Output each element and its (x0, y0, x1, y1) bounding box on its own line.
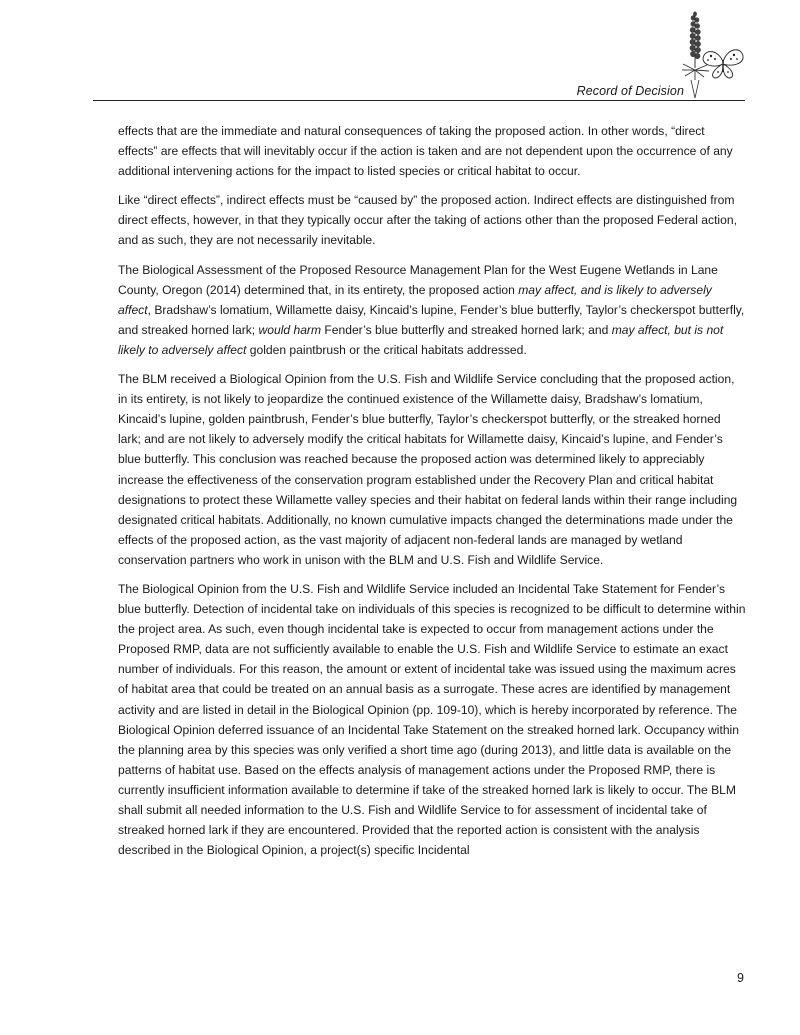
paragraph-text: The Biological Opinion from the U.S. Fish and Wildlife Service included an Incidental Take Statement for Fender’s blue butterfly. Detection of incidental take on individuals of this species is recognized to be difficult to determine within the project area. As such, even though incidental take is expected to occur from management actions under the Proposed RMP, data are not sufficiently available to enable the U.S. Fish and Wildlife Service to estimate an exact number of individuals. For this reason, the amount or extent of incidental take was issued using the maximum acres of habitat area that could be treated on an annual basis as a surrogate. These acres are identified by management activity and are listed in detail in the Biological Opinion (pp. 109-10), which is hereby incorporated by reference. The Biological Opinion deferred issuance of an Incidental Take Statement on the streaked horned lark. Occupancy within the planning area by this species was only verified a short time ago (during 2013), and little data is available on the patterns of habitat use. Based on the effects analysis of management actions under the Proposed RMP, there is currently insufficient information available to determine if take of the streaked horned lark is likely to occur. The BLM shall submit all needed information to the U.S. Fish and Wildlife Service to for assessment of incidental take of streaked horned lark if they are encountered. Provided that the reported action is consistent with the analysis described in the Biological Opinion, a project(s) specific Incidental (118, 581, 746, 858)
emphasized-text: may affect, but is not likely to adversely affect (118, 322, 724, 357)
paragraph-text: Fender’s blue butterfly and streaked horned lark; and (321, 322, 612, 337)
emphasized-text: may affect, and is likely to adversely affect (118, 282, 712, 317)
paragraph-text: The BLM received a Biological Opinion from the U.S. Fish and Wildlife Service concluding that the proposed action, in its entirety, is not likely to jeopardize the continued existence of the Willamette daisy, Bradshaw’s lomatium, Kincaid’s lupine, golden paintbrush, Fender’s blue butterfly, Taylor’s checkerspot butterfly, or the streaked horned lark; and are not likely to adversely modify the critical habitats for Willamette daisy, Kincaid’s lupine, and Fender’s blue butterfly. This conclusion was reached because the proposed action was determined likely to appreciably increase the effectiveness of the conservation program established under the Recovery Plan and critical habitat designations to protect these Willamette valley species and their habitat on federal lands within their range including designated critical habitats. Additionally, no known cumulative impacts changed the determinations made under the effects of the proposed action, as the vast majority of adjacent non-federal lands are managed by wetland conservation partners who work in unison with the BLM and U.S. Fish and Wildlife Service. (118, 372, 738, 567)
body-paragraph (118, 190, 746, 250)
page-number: 9 (737, 971, 744, 985)
paragraph-text: The Biological Assessment of the Proposed Resource Management Plan for the West Eugene Wetlands in Lane County, Oregon (2014) determined that, in its entirety, the proposed action (118, 262, 718, 297)
header-divider (93, 100, 745, 101)
emphasized-text: would harm (258, 322, 322, 337)
document-body (118, 121, 746, 869)
paragraph-text: effects that are the immediate and natural consequences of taking the proposed action. In other words, “direct effects” are effects that will inevitably occur if the action is taken and are not dependent upon the occurrence of any additional intervening actions for the impact to listed species or critical habitat to occur. (118, 124, 733, 179)
body-paragraph (118, 369, 746, 570)
body-paragraph (118, 121, 746, 181)
paragraph-text: Like “direct effects”, indirect effects must be “caused by” the proposed action. Indirect effects are distinguished from direct effects, however, in that they typically occur after the taking of actions other than the proposed Federal action, and as such, they are not necessarily inevitable. (118, 193, 737, 248)
body-paragraph (118, 579, 746, 860)
body-paragraph (118, 260, 746, 360)
running-header-title: Record of Decision (576, 84, 684, 98)
paragraph-text: , Bradshaw’s lomatium, Willamette daisy, Kincaid’s lupine, Fender’s blue butterfly, Taylor’s checkerspot butterfly, and streaked horned lark; (118, 302, 745, 337)
paragraph-text: golden paintbrush or the critical habitats addressed. (246, 342, 527, 357)
page-header (93, 0, 745, 102)
